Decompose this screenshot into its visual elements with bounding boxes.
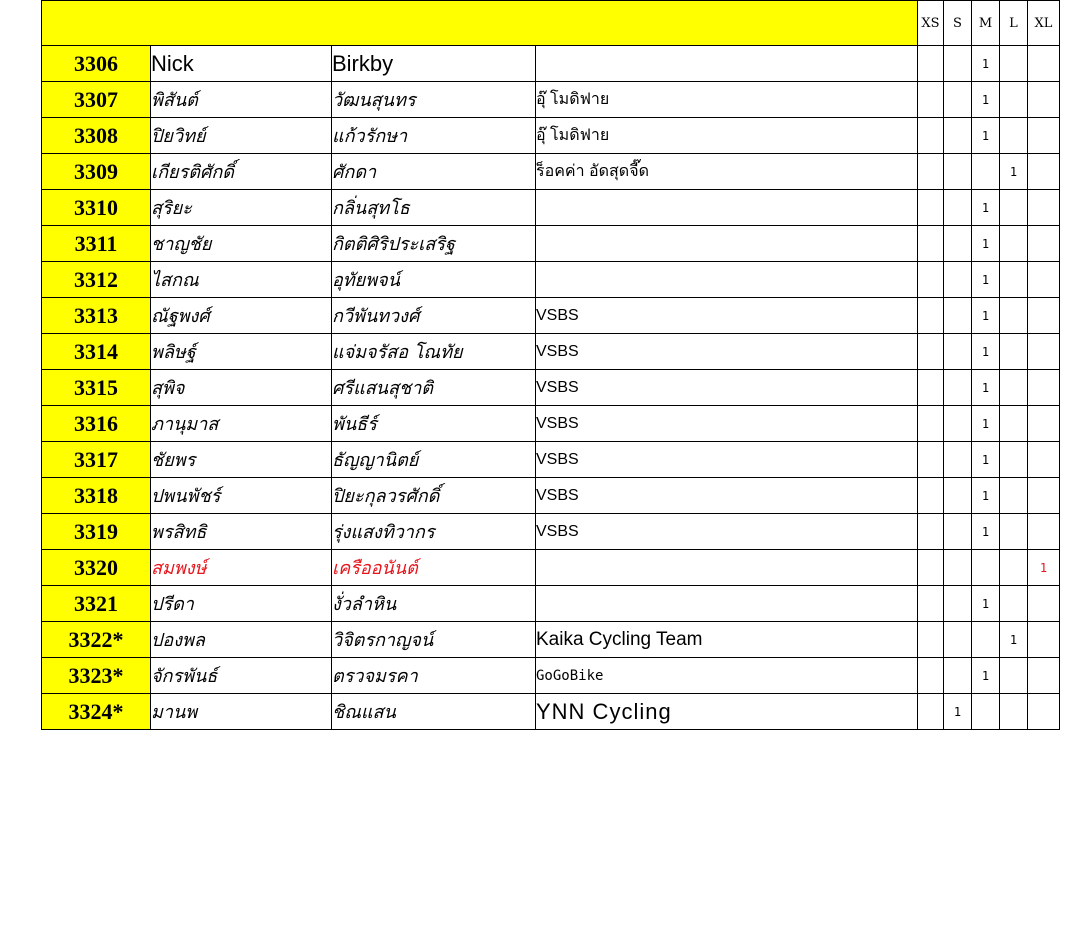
first-name: สมพงษ์ — [151, 550, 332, 586]
first-name: ปองพล — [151, 622, 332, 658]
table-row — [42, 622, 1060, 658]
first-name: ภานุมาส — [151, 406, 332, 442]
first-name: ปิยวิทย์ — [151, 118, 332, 154]
size-xl-count — [1028, 406, 1060, 442]
size-xs-count — [918, 658, 944, 694]
size-l-count — [1000, 190, 1028, 226]
size-m-count: 1 — [972, 334, 1000, 370]
bib-number: 3314 — [42, 334, 151, 370]
size-m-count — [972, 622, 1000, 658]
bib-number: 3310 — [42, 190, 151, 226]
bib-number: 3307 — [42, 82, 151, 118]
size-s-count — [944, 370, 972, 406]
first-name: ไสกณ — [151, 262, 332, 298]
size-xs-count — [918, 190, 944, 226]
table-row — [42, 406, 1060, 442]
team-name: VSBS — [536, 406, 918, 442]
first-name: พรสิทธิ — [151, 514, 332, 550]
size-l-count — [1000, 46, 1028, 82]
bib-number: 3322* — [42, 622, 151, 658]
size-l-count: 1 — [1000, 622, 1028, 658]
size-m-count: 1 — [972, 442, 1000, 478]
table-row — [42, 334, 1060, 370]
team-name: อุ๊ โมดิฟาย — [536, 82, 918, 118]
team-name: VSBS — [536, 442, 918, 478]
size-l-count — [1000, 406, 1028, 442]
bib-number: 3312 — [42, 262, 151, 298]
first-name: พิสันต์ — [151, 82, 332, 118]
first-name: สุพิจ — [151, 370, 332, 406]
bib-number: 3321 — [42, 586, 151, 622]
size-s-count: 1 — [944, 694, 972, 730]
team-name — [536, 550, 918, 586]
bib-number: 3323* — [42, 658, 151, 694]
size-xs-count — [918, 118, 944, 154]
size-s-count — [944, 118, 972, 154]
team-name: VSBS — [536, 334, 918, 370]
last-name: ธัญญานิตย์ — [332, 442, 536, 478]
last-name: ตรวจมรคา — [332, 658, 536, 694]
size-header-xl: XL — [1028, 1, 1060, 46]
size-m-count: 1 — [972, 586, 1000, 622]
team-name: YNN Cycling — [536, 694, 918, 730]
size-l-count — [1000, 478, 1028, 514]
size-m-count: 1 — [972, 82, 1000, 118]
size-xs-count — [918, 586, 944, 622]
table-row — [42, 370, 1060, 406]
last-name: ศักดา — [332, 154, 536, 190]
table-row — [42, 190, 1060, 226]
last-name: แก้วรักษา — [332, 118, 536, 154]
last-name: ชิณแสน — [332, 694, 536, 730]
size-s-count — [944, 334, 972, 370]
last-name: กวีพันทวงศ์ — [332, 298, 536, 334]
size-xl-count — [1028, 658, 1060, 694]
size-header-xs: XS — [918, 1, 944, 46]
first-name: ชัยพร — [151, 442, 332, 478]
last-name: ปิยะกุลวรศักดิ์ — [332, 478, 536, 514]
size-xl-count — [1028, 82, 1060, 118]
first-name: เกียรติศักดิ์ — [151, 154, 332, 190]
size-xl-count — [1028, 334, 1060, 370]
last-name: แจ่มจรัสอ โณทัย — [332, 334, 536, 370]
size-s-count — [944, 298, 972, 334]
first-name: ปพนพัชร์ — [151, 478, 332, 514]
bib-number: 3311 — [42, 226, 151, 262]
size-xl-count — [1028, 442, 1060, 478]
last-name: กิตติศิริประเสริฐ — [332, 226, 536, 262]
last-name: ศรีแสนสุชาติ — [332, 370, 536, 406]
size-l-count — [1000, 586, 1028, 622]
size-header-m: M — [972, 1, 1000, 46]
bib-number: 3316 — [42, 406, 151, 442]
size-m-count: 1 — [972, 190, 1000, 226]
first-name: จักรพันธ์ — [151, 658, 332, 694]
team-name — [536, 262, 918, 298]
size-s-count — [944, 550, 972, 586]
bib-number: 3320 — [42, 550, 151, 586]
team-name: อุ๊ โมดิฟาย — [536, 118, 918, 154]
size-xs-count — [918, 442, 944, 478]
last-name: รุ่งแสงทิวากร — [332, 514, 536, 550]
last-name: พันธีร์ — [332, 406, 536, 442]
bib-number: 3324* — [42, 694, 151, 730]
size-l-count — [1000, 118, 1028, 154]
last-name: วัฒนสุนทร — [332, 82, 536, 118]
size-xl-count — [1028, 694, 1060, 730]
bib-number: 3313 — [42, 298, 151, 334]
team-name — [536, 190, 918, 226]
size-s-count — [944, 82, 972, 118]
size-l-count: 1 — [1000, 154, 1028, 190]
size-xl-count — [1028, 514, 1060, 550]
size-s-count — [944, 622, 972, 658]
size-m-count: 1 — [972, 46, 1000, 82]
bib-number: 3317 — [42, 442, 151, 478]
size-m-count: 1 — [972, 370, 1000, 406]
size-header-l: L — [1000, 1, 1028, 46]
size-l-count — [1000, 694, 1028, 730]
size-s-count — [944, 478, 972, 514]
size-xs-count — [918, 370, 944, 406]
table-row — [42, 118, 1060, 154]
size-xs-count — [918, 46, 944, 82]
size-l-count — [1000, 658, 1028, 694]
table-row — [42, 154, 1060, 190]
size-m-count — [972, 694, 1000, 730]
last-name: Birkby — [332, 46, 536, 82]
size-xl-count — [1028, 226, 1060, 262]
team-name — [536, 226, 918, 262]
size-xl-count — [1028, 190, 1060, 226]
size-xs-count — [918, 550, 944, 586]
size-xs-count — [918, 514, 944, 550]
team-name: VSBS — [536, 478, 918, 514]
size-s-count — [944, 586, 972, 622]
size-l-count — [1000, 370, 1028, 406]
last-name: งั่วลำหิน — [332, 586, 536, 622]
first-name: ณัฐพงศ์ — [151, 298, 332, 334]
size-l-count — [1000, 226, 1028, 262]
team-name: Kaika Cycling Team — [536, 622, 918, 658]
size-l-count — [1000, 550, 1028, 586]
size-l-count — [1000, 514, 1028, 550]
last-name: อุทัยพจน์ — [332, 262, 536, 298]
size-s-count — [944, 658, 972, 694]
header-title — [42, 1, 918, 46]
first-name: พลิษฐ์ — [151, 334, 332, 370]
size-s-count — [944, 262, 972, 298]
size-xs-count — [918, 622, 944, 658]
size-l-count — [1000, 262, 1028, 298]
last-name: เครืออนันต์ — [332, 550, 536, 586]
bib-number: 3308 — [42, 118, 151, 154]
size-s-count — [944, 442, 972, 478]
size-xs-count — [918, 262, 944, 298]
bib-number: 3318 — [42, 478, 151, 514]
table-row — [42, 658, 1060, 694]
first-name: มานพ — [151, 694, 332, 730]
size-l-count — [1000, 334, 1028, 370]
size-xs-count — [918, 154, 944, 190]
table-row — [42, 82, 1060, 118]
size-l-count — [1000, 82, 1028, 118]
size-xl-count — [1028, 298, 1060, 334]
size-s-count — [944, 154, 972, 190]
team-name: VSBS — [536, 298, 918, 334]
table-row — [42, 514, 1060, 550]
size-xs-count — [918, 694, 944, 730]
header-row — [42, 1, 1060, 46]
size-xs-count — [918, 406, 944, 442]
size-s-count — [944, 190, 972, 226]
table-row — [42, 550, 1060, 586]
team-name: VSBS — [536, 514, 918, 550]
table-row — [42, 298, 1060, 334]
first-name: ชาญชัย — [151, 226, 332, 262]
table-row — [42, 46, 1060, 82]
size-l-count — [1000, 298, 1028, 334]
size-xs-count — [918, 478, 944, 514]
size-xl-count — [1028, 46, 1060, 82]
size-xl-count — [1028, 118, 1060, 154]
size-m-count — [972, 154, 1000, 190]
size-m-count: 1 — [972, 658, 1000, 694]
table-row — [42, 262, 1060, 298]
size-l-count — [1000, 442, 1028, 478]
table-row — [42, 694, 1060, 730]
bib-number: 3315 — [42, 370, 151, 406]
last-name: กลิ่นสุทโธ — [332, 190, 536, 226]
size-s-count — [944, 46, 972, 82]
size-m-count: 1 — [972, 262, 1000, 298]
size-m-count — [972, 550, 1000, 586]
size-s-count — [944, 514, 972, 550]
table-row — [42, 226, 1060, 262]
team-name: VSBS — [536, 370, 918, 406]
team-name — [536, 586, 918, 622]
last-name: วิจิตรกาญจน์ — [332, 622, 536, 658]
table-row — [42, 478, 1060, 514]
size-xl-count — [1028, 478, 1060, 514]
team-name: ร็อคค่า อัดสุดจี๊ด — [536, 154, 918, 190]
size-m-count: 1 — [972, 298, 1000, 334]
size-xs-count — [918, 334, 944, 370]
bib-number: 3309 — [42, 154, 151, 190]
size-header-s: S — [944, 1, 972, 46]
table-row — [42, 586, 1060, 622]
table-row — [42, 442, 1060, 478]
team-name — [536, 46, 918, 82]
size-m-count: 1 — [972, 406, 1000, 442]
bib-number: 3306 — [42, 46, 151, 82]
size-xl-count: 1 — [1028, 550, 1060, 586]
size-xs-count — [918, 82, 944, 118]
first-name: Nick — [151, 46, 332, 82]
size-xl-count — [1028, 154, 1060, 190]
size-s-count — [944, 406, 972, 442]
size-xl-count — [1028, 586, 1060, 622]
team-name: GoGoBike — [536, 658, 918, 694]
size-xs-count — [918, 298, 944, 334]
size-s-count — [944, 226, 972, 262]
size-xs-count — [918, 226, 944, 262]
size-xl-count — [1028, 370, 1060, 406]
size-m-count: 1 — [972, 118, 1000, 154]
size-m-count: 1 — [972, 514, 1000, 550]
size-m-count: 1 — [972, 226, 1000, 262]
size-xl-count — [1028, 622, 1060, 658]
size-xl-count — [1028, 262, 1060, 298]
first-name: สุริยะ — [151, 190, 332, 226]
first-name: ปรีดา — [151, 586, 332, 622]
bib-number: 3319 — [42, 514, 151, 550]
size-m-count: 1 — [972, 478, 1000, 514]
registration-table — [41, 0, 1060, 730]
